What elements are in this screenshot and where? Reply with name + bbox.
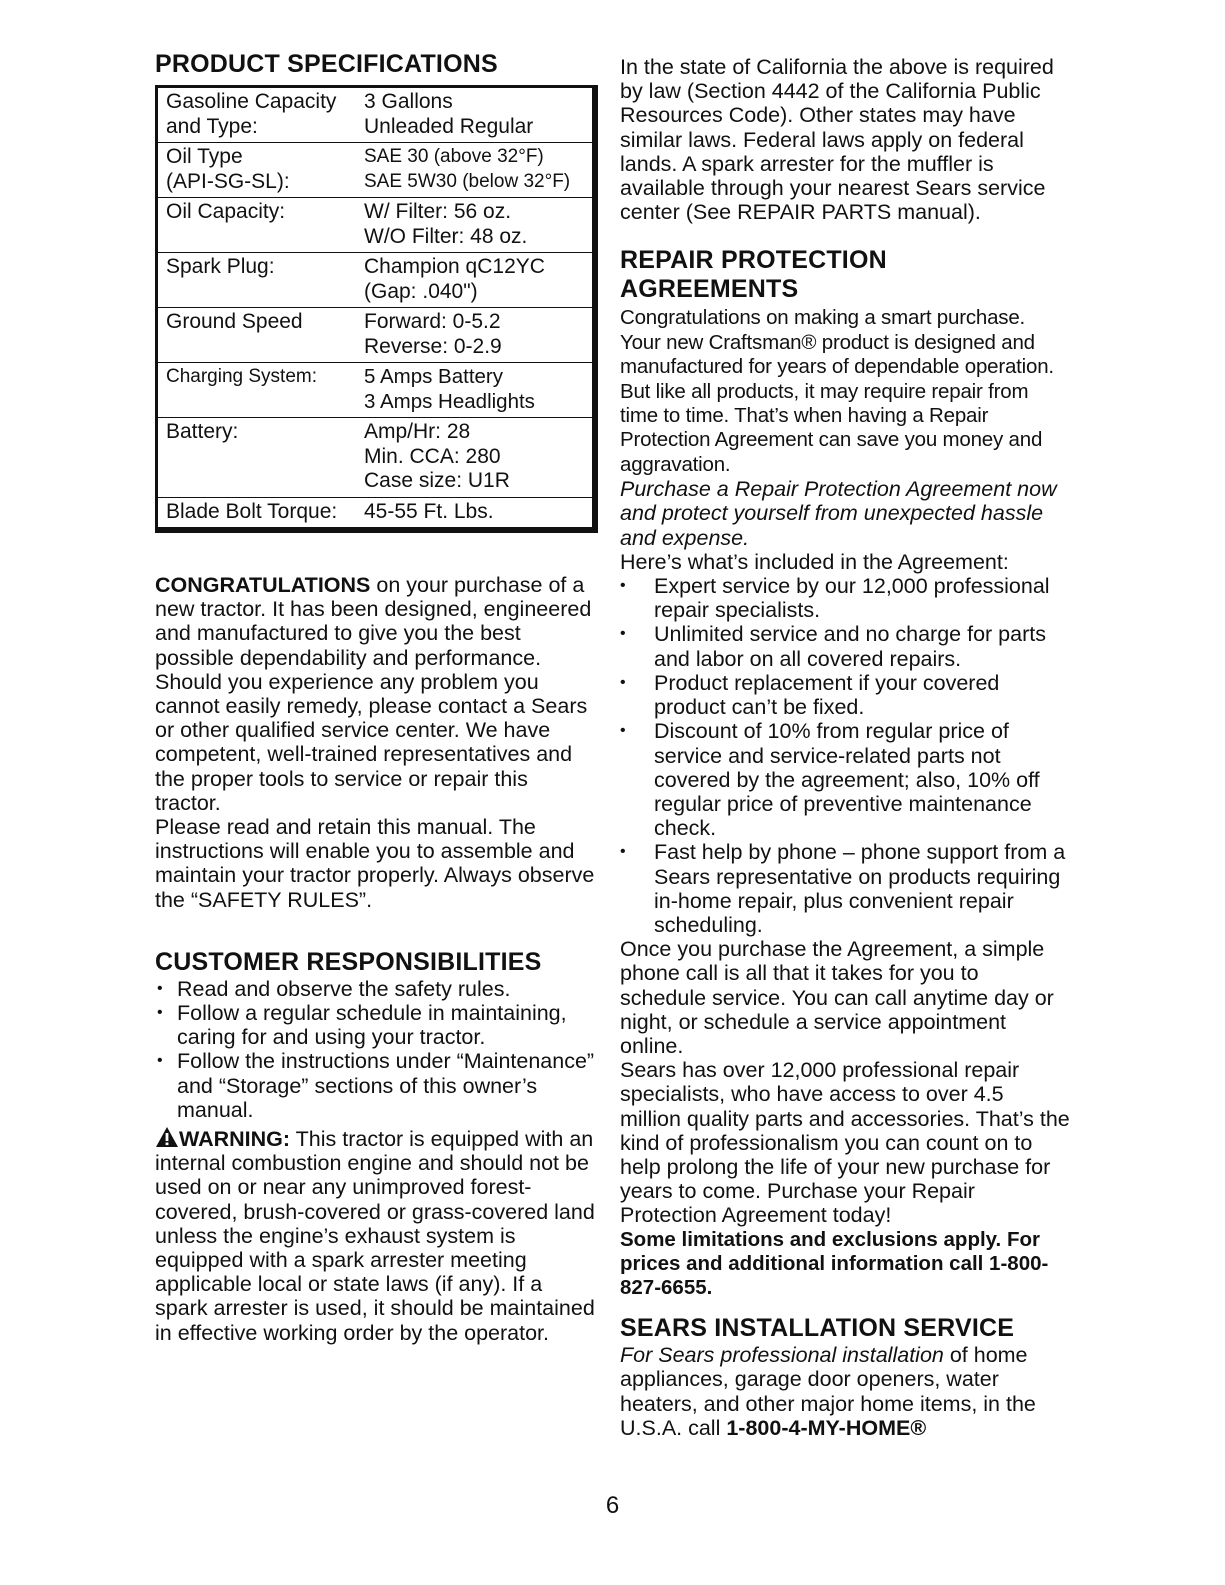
spec-label: Blade Bolt Torque: [166,499,338,523]
spec-value: Amp/Hr: 28 Min. CCA: 280 Case size: U1R [364,420,510,492]
list-item: • Follow a regular schedule in maintaining, caring for and using your tractor. [155,1001,595,1049]
install-phone: 1-800-4-MY-HOME® [726,1415,927,1440]
list-item: • Read and observe the safety rules. [155,977,595,1001]
congrats-text: on your purchase of a new tractor. It has been designed, engineered and manufactured to give you the best possible dependability and performance. [155,573,592,670]
california-paragraph: In the state of California the above is required by law (Section 4442 of the California Public Resources Code). Other states may have similar laws. Federal laws apply on federal lands. A spark arrester for the muffler is available through your nearest Sears service center (See REPAIR PARTS manual). [620,55,1054,225]
list-item: • Expert service by our 12,000 professional repair specialists. [620,574,1070,622]
spec-row [158,253,592,308]
spec-value: 5 Amps Battery 3 Amps Headlights [364,365,535,413]
spec-value: SAE 30 (above 32°F) SAE 5W30 (below 32°F) [364,146,571,192]
spec-row [158,308,592,363]
spec-table [155,85,598,533]
install-text: of home appliances, garage door openers, water heaters, and other major home items, in the U.S.A. call [620,1343,1036,1440]
spec-row [158,418,592,498]
spec-row [158,198,592,253]
repair-list [620,574,1070,937]
list-item: • Fast help by phone – phone support from a Sears representative on products requiring in-home repair, plus convenient repair scheduling. [620,840,1070,937]
warning-label: WARNING: [179,1127,291,1152]
once-paragraph: Once you purchase the Agreement, a simple phone call is all that it takes for you to schedule service. You can call anytime day or night, or schedule a service appointment online. [620,937,1054,1058]
install-italic: For Sears professional installation [620,1343,944,1368]
spec-label: Oil Type (API-SG-SL): [166,145,290,193]
customer-list [155,977,595,1122]
spec-value: Champion qC12YC (Gap: .040") [364,255,545,303]
list-item: • Product replacement if your covered product can’t be fixed. [620,671,1070,719]
spec-label: Gasoline Capacity and Type: [166,90,337,138]
sears-paragraph: Sears has over 12,000 professional repair specialists, who have access to over 4.5 million quality parts and accessories. That’s the kind of professionalism you can count on to help prolong the life of your new purchase for years to come. Purchase your Repair Protection Agreement today! [620,1058,1070,1228]
install-paragraph [620,1343,1070,1440]
spec-value: Forward: 0-5.2 Reverse: 0-2.9 [364,310,502,358]
left-column [155,50,595,1345]
spec-label: Oil Capacity: [166,200,286,223]
list-item: • Follow the instructions under “Maintenance” and “Storage” sections of this owner’s manual. [155,1049,595,1122]
list-item: • Unlimited service and no charge for parts and labor on all covered repairs. [620,622,1070,670]
spec-row [158,363,592,418]
limitations-note: Some limitations and exclusions apply. For prices and additional information call 1-800-827-6655. [620,1227,1049,1299]
list-item: • Discount of 10% from regular price of service and service-related parts not covered by the agreement; also, 10% off regular price of preventive maintenance check. [620,719,1070,840]
spec-row [158,88,592,143]
congrats-paragraph [155,573,595,670]
specs-title: PRODUCT SPECIFICATIONS [155,50,498,78]
warning-text: This tractor is equipped with an internal combustion engine and should not be used on or near any unimproved forest-covered, brush-covered or grass-covered land unless the engine’s exhaust system is equipped with a spark arrester meeting applicable local or state laws (if any). If a spark arrester is used, it should be maintained in effective working order by the operator. [155,1127,595,1345]
spec-value: W/ Filter: 56 oz. W/O Filter: 48 oz. [364,200,528,248]
manual-paragraph: Please read and retain this manual. The instructions will enable you to assemble and maintain your tractor properly. Always observe the “SAFETY RULES”. [155,815,595,912]
repair-italic: Purchase a Repair Protection Agreement now and protect yourself from unexpected hassle and expense. [620,477,1057,550]
spec-value: 45-55 Ft. Lbs. [364,499,494,523]
spec-label: Battery: [166,420,239,443]
repair-included: Here’s what’s included in the Agreement: [620,549,1009,574]
spec-row [158,143,592,198]
service-paragraph: Should you experience any problem you cannot easily remedy, please contact a Sears or other qualified service center. We have competent, well-trained representatives and the proper tools to service or repair this tractor. [155,669,588,815]
repair-title: REPAIR PROTECTION AGREEMENTS [620,246,887,304]
spec-value: 3 Gallons Unleaded Regular [364,90,534,138]
spec-label: Charging System: [166,366,318,387]
customer-title: CUSTOMER RESPONSIBILITIES [155,947,542,976]
congrats-lead: CONGRATULATIONS [155,573,371,597]
warning-paragraph [155,1126,595,1345]
spec-row [158,498,592,528]
spec-label: Spark Plug: [166,255,275,278]
install-title: SEARS INSTALLATION SERVICE [620,1314,1015,1343]
warning-triangle-icon [155,1126,179,1148]
page-number: 6 [605,1492,620,1519]
spec-label: Ground Speed [166,310,303,333]
right-column [620,55,1070,1440]
repair-intro: Congratulations on making a smart purchase. Your new Craftsman® product is designed and manufactured for years of dependable operation. But like all products, it may require repair from time to time. That’s when having a Repair Protection Agreement can save you money and aggravation. [620,306,1054,476]
